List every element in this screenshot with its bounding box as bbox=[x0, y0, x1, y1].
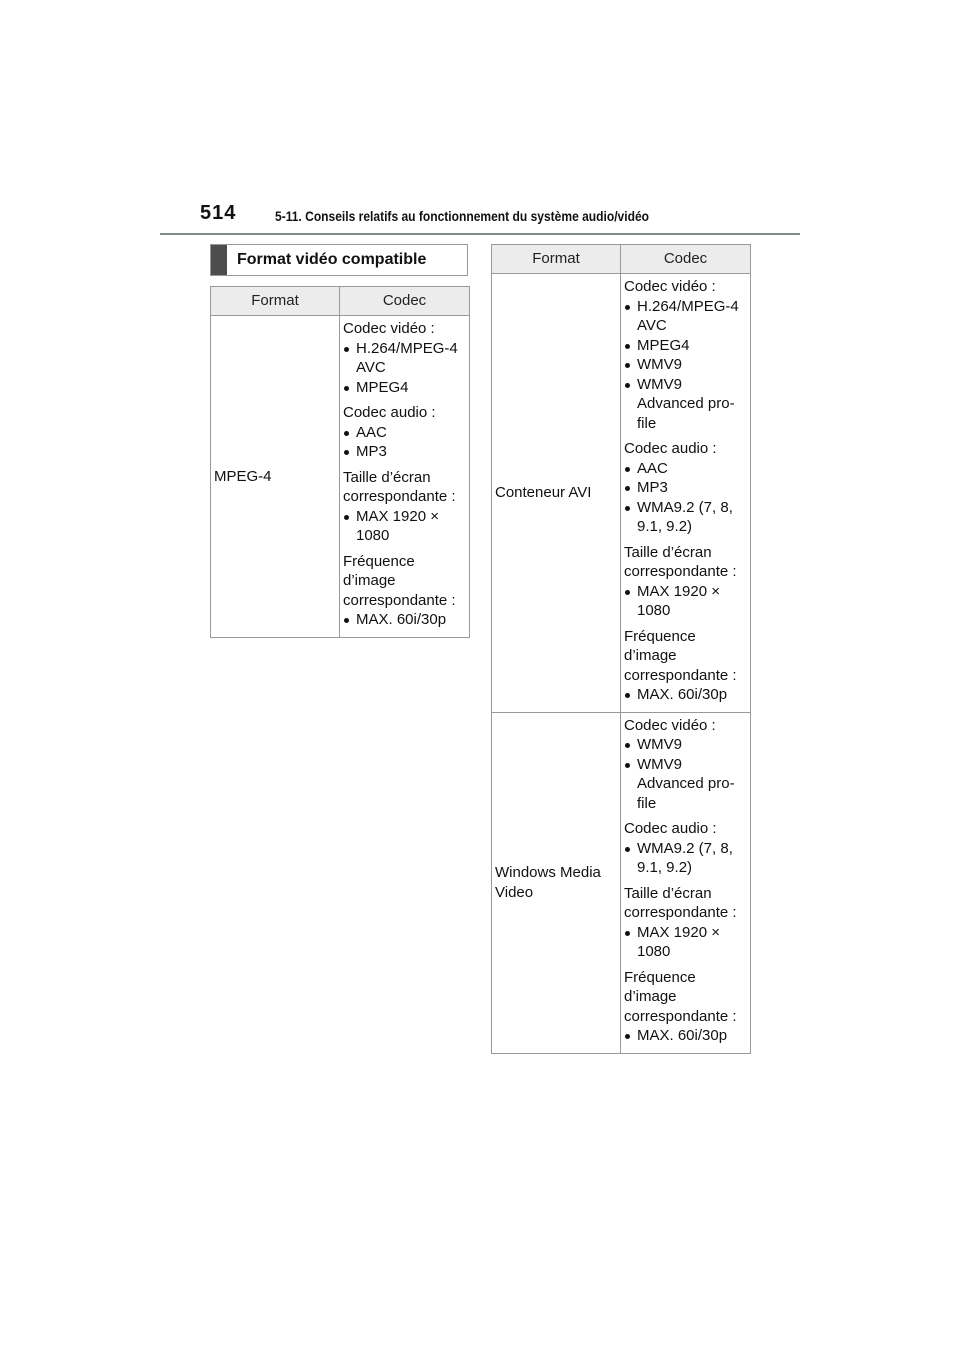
codec-list bbox=[624, 735, 747, 813]
codec-list bbox=[343, 507, 466, 546]
video-format-table-left bbox=[210, 286, 470, 638]
format-cell: MPEG-4 bbox=[211, 316, 340, 638]
codec-group-label: Codec vidéo : bbox=[624, 278, 716, 295]
list-item: MPEG4 bbox=[343, 378, 466, 398]
list-item: WMV9 bbox=[624, 355, 747, 375]
header-divider bbox=[160, 233, 800, 235]
codec-group bbox=[624, 277, 747, 433]
list-item: WMA9.2 (7, 8, 9.1, 9.2) bbox=[624, 839, 747, 878]
table-row bbox=[211, 316, 470, 638]
codec-group bbox=[624, 543, 747, 621]
column-header-codec: Codec bbox=[340, 287, 470, 316]
table-body bbox=[211, 316, 470, 638]
codec-group-label: Codec vidéo : bbox=[624, 716, 716, 734]
list-item: H.264/MPEG-4 AVC bbox=[343, 339, 466, 378]
format-cell: Windows Media Video bbox=[492, 712, 621, 1053]
codec-group bbox=[624, 819, 747, 878]
list-item: MP3 bbox=[343, 442, 466, 462]
table-body bbox=[492, 274, 751, 1054]
codec-list bbox=[624, 297, 747, 434]
codec-group bbox=[343, 552, 466, 630]
codec-group bbox=[624, 968, 747, 1046]
list-item: MAX 1920 × 1080 bbox=[624, 923, 747, 962]
column-header-format: Format bbox=[211, 287, 340, 316]
video-format-table-right bbox=[491, 244, 751, 1054]
codec-list bbox=[624, 839, 747, 878]
column-header-codec: Codec bbox=[621, 245, 751, 274]
list-item: MAX. 60i/30p bbox=[624, 685, 747, 705]
list-item: MAX 1920 × 1080 bbox=[343, 507, 466, 546]
list-item: MAX. 60i/30p bbox=[624, 1026, 747, 1046]
section-heading bbox=[210, 244, 468, 276]
codec-group-label: Taille d’écran correspondante : bbox=[624, 884, 737, 921]
list-item: MAX. 60i/30p bbox=[343, 610, 466, 630]
codec-list bbox=[343, 610, 466, 630]
list-item: WMA9.2 (7, 8, 9.1, 9.2) bbox=[624, 498, 747, 537]
codec-group-label: Fréquence d’image correspondante : bbox=[624, 968, 737, 1025]
codec-group-label: Fréquence d’image correspondante : bbox=[624, 627, 737, 684]
codec-cell bbox=[621, 274, 751, 713]
heading-marker bbox=[211, 245, 227, 275]
codec-list bbox=[343, 423, 466, 462]
codec-group bbox=[624, 439, 747, 537]
list-item: MAX 1920 × 1080 bbox=[624, 582, 747, 621]
codec-group bbox=[343, 403, 466, 462]
codec-cell bbox=[621, 712, 751, 1053]
codec-group-label: Taille d’écran correspondante : bbox=[343, 468, 456, 505]
table-row bbox=[492, 274, 751, 713]
list-item: H.264/MPEG-4 AVC bbox=[624, 297, 747, 336]
list-item: WMV9 Advanced pro-file bbox=[624, 375, 747, 434]
codec-group-label: Codec vidéo : bbox=[343, 320, 435, 337]
list-item: AAC bbox=[343, 423, 466, 443]
codec-list bbox=[624, 685, 747, 705]
list-item: AAC bbox=[624, 459, 747, 479]
codec-group bbox=[343, 468, 466, 546]
codec-list bbox=[624, 582, 747, 621]
codec-group-label: Codec audio : bbox=[624, 820, 717, 837]
codec-list bbox=[624, 923, 747, 962]
codec-cell bbox=[340, 316, 470, 638]
codec-group bbox=[624, 716, 747, 814]
codec-group bbox=[624, 884, 747, 962]
codec-group-label: Codec audio : bbox=[343, 404, 436, 421]
codec-group-label: Taille d’écran correspondante : bbox=[624, 543, 737, 580]
codec-list bbox=[343, 339, 466, 398]
page-number: 514 bbox=[200, 202, 237, 224]
table-row bbox=[492, 712, 751, 1053]
codec-group-label: Codec audio : bbox=[624, 440, 717, 457]
section-title: 5-11. Conseils relatifs au fonctionnement du système audio/vidéo bbox=[275, 208, 650, 224]
list-item: WMV9 Advanced pro-file bbox=[624, 755, 747, 814]
list-item: MP3 bbox=[624, 478, 747, 498]
section-heading-text: Format vidéo compatible bbox=[237, 251, 427, 268]
codec-group bbox=[624, 627, 747, 705]
codec-list bbox=[624, 459, 747, 537]
codec-group bbox=[343, 319, 466, 397]
format-cell: Conteneur AVI bbox=[492, 274, 621, 713]
codec-list bbox=[624, 1026, 747, 1046]
codec-group-label: Fréquence d’image correspondante : bbox=[343, 552, 456, 609]
column-header-format: Format bbox=[492, 245, 621, 274]
list-item: MPEG4 bbox=[624, 336, 747, 356]
list-item: WMV9 bbox=[624, 735, 747, 755]
